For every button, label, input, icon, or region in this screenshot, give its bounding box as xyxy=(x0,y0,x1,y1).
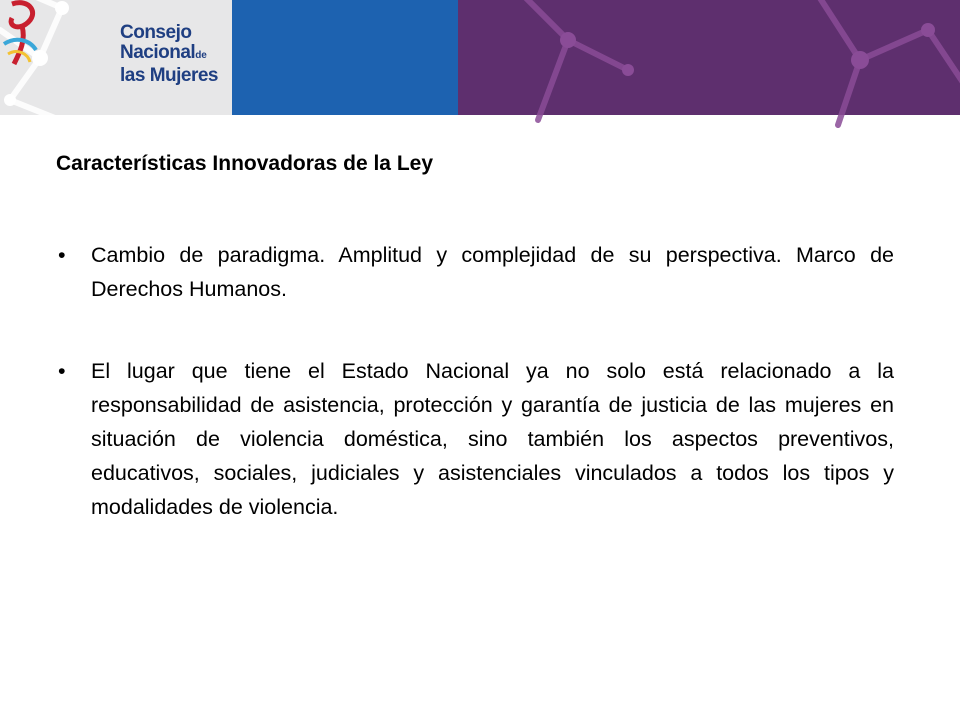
bullet-glyph: • xyxy=(58,359,66,383)
bullet-glyph: • xyxy=(58,243,66,267)
consejo-mujeres-wordmark xyxy=(120,23,218,86)
logo-left-line2-suffix: de xyxy=(195,50,207,61)
logo-right-line4: de la Nación xyxy=(530,108,591,135)
logo-left-line3: las Mujeres xyxy=(120,65,218,86)
logo-left-line2 xyxy=(120,43,218,66)
logo-left-line1: Consejo xyxy=(120,22,192,43)
header-left-panel xyxy=(0,0,232,115)
slide-title: Características Innovadoras de la Ley xyxy=(56,152,434,175)
header-middle-panel xyxy=(232,0,586,133)
bullet-item xyxy=(56,354,894,524)
logo-left-line2-text: Nacional xyxy=(120,42,196,63)
bullet-text: Cambio de paradigma. Amplitud y complejidad de su perspectiva. Marco de Derechos Humanos. xyxy=(91,243,894,301)
network-pattern-right xyxy=(458,0,960,115)
header-right-panel xyxy=(458,0,960,115)
bullet-item xyxy=(56,238,894,306)
header-banner xyxy=(0,0,960,133)
bullet-list xyxy=(56,238,894,572)
bullet-text: El lugar que tiene el Estado Nacional ya no solo está relacionado a la responsabilidad de asistencia, protección y garantía de justicia de las mujeres en situación de violencia doméstica, sino también los aspectos preventivos, educativos, sociales, judiciales y asistenciales vinculados a todos los tipos y modalidades de violencia. xyxy=(91,359,894,519)
